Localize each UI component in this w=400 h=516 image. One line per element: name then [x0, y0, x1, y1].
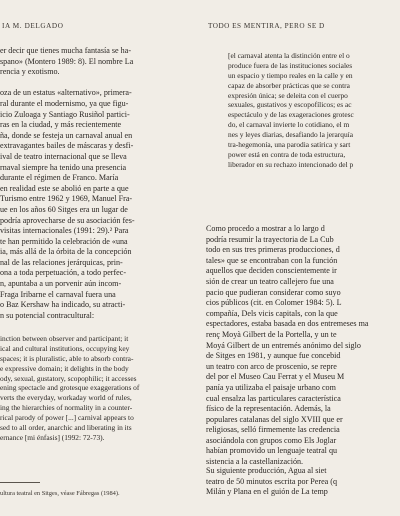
text-line: extravagantes bailes de máscaras y desfi-	[0, 141, 134, 151]
text-line: del por el Museo Cau Ferrat y el Museu M	[206, 372, 345, 382]
text-line: ernance [mi énfasis] (1992: 72-73).	[0, 432, 105, 442]
text-line: ia, más allá de la órbita de la concepción	[0, 247, 132, 257]
text-line: e expressive domain; it delights in the body	[0, 363, 129, 373]
text-line: ing the hierarchies of normality in a counter-	[0, 403, 133, 413]
text-line: Fraga Iribarne el carnaval fuera una	[0, 289, 116, 299]
text-line: podría aprovecharse de su asociación fes-	[0, 215, 135, 225]
text-line: populares catalanas del siglo XVIII que er	[206, 414, 343, 424]
text-line: liberador en su rechazo intencionado del p	[228, 159, 354, 169]
text-line: podría resumir la trayectoria de La Cub	[206, 234, 334, 244]
text-line: rical parody of power [...] carnival appears to	[0, 413, 134, 423]
text-line: capaz de absorber prácticas que se contra	[228, 80, 350, 90]
text-line: todo en sus tres primeras producciones, d	[206, 245, 340, 255]
text-line: te han permitido la celebración de «una	[0, 236, 128, 246]
text-line: un teatro con arco de proscenio, se repre	[206, 361, 337, 371]
text-line: en realidad este se abolió en parte a que	[0, 183, 129, 193]
text-line: sistencia a la castellanización.	[206, 457, 304, 467]
text-line: spaces; it is pluralistic, able to absorb contra-	[0, 353, 134, 363]
text-line: do, el carnaval invierte lo cotidiano, el m	[228, 120, 350, 130]
text-line: ical and cultural institutions, occupying key	[0, 343, 130, 353]
text-line: asociándola con grupos como Els Joglar	[206, 435, 337, 445]
text-line: espectáculo y de las exageraciones grotesc	[228, 110, 354, 120]
left-column-block-quote	[0, 334, 198, 443]
text-line: Como procedo a mostrar a lo largo d	[206, 224, 325, 233]
text-line: espectadores, estaba basada en dos entremeses ma	[206, 319, 369, 329]
text-line: ña, donde se festeja un carnaval anual en	[0, 130, 133, 140]
text-line: habían promovido un lenguaje teatral qu	[206, 446, 338, 456]
running-header-left: IA M. DELGADO	[2, 22, 64, 30]
text-line: ras en la ciudad, y más recientemente	[0, 120, 122, 130]
text-line: religiosas, selló firmemente las credencia	[206, 425, 340, 435]
text-line: Moyá Gilbert de un entremés anónimo del siglo	[206, 340, 361, 350]
text-line: n, apuntaba a un porvenir aún incom-	[0, 279, 122, 289]
footnote: ultura teatral en Sitges, véase Fábregas (1984).	[0, 490, 120, 497]
text-line: cual ensalza las particulares característica	[206, 393, 341, 403]
text-line: oza de un estatus «alternativo», primera-	[0, 88, 132, 98]
text-line: Milán y Plana en el guión de La temp	[206, 487, 328, 497]
text-line: tales» que se encontraban con la función	[206, 255, 338, 265]
right-column-body-continued	[206, 466, 400, 498]
text-line: o Baz Kershaw ha indicado, su atracti-	[0, 300, 126, 310]
text-line: n su potencial contracultural:	[0, 310, 95, 320]
text-line: icio Zuloaga y Santiago Rusiñol partici-	[0, 109, 130, 119]
text-line: power está en contra de toda estructura,	[228, 149, 346, 159]
text-line: panía ya utilizaba el paisaje urbano com	[206, 382, 336, 392]
text-line: [el carnaval atenta la distinción entre el o	[228, 51, 350, 60]
text-line: sexuales, gustativos y escopofílicos; es ac	[228, 100, 352, 110]
text-line: cios públicos (cit. en Colomer 1984: 5). L	[206, 298, 342, 308]
text-line: de Sitges en 1981, y aunque fue concebid	[206, 351, 341, 361]
text-line: un espacio y tiempo reales en la calle y en	[228, 70, 353, 80]
text-line: produce fuera de las instituciones sociales	[228, 60, 353, 70]
text-line: er decir que tienes mucha fantasía se ha-	[0, 46, 132, 55]
text-line	[0, 78, 198, 89]
text-line: ral durante el modernismo, ya que figu-	[0, 98, 129, 108]
text-line: spano» (Montero 1989: 8). El nombre La	[0, 56, 134, 66]
text-line: ening spectacle and grotesque exaggerations of	[0, 383, 140, 393]
text-line: tra-hegemonía, una parodia satírica y sart	[228, 140, 351, 150]
text-line: compañía, Dels vicis capitals, con la que	[206, 308, 338, 318]
text-line: durante el régimen de Franco. María	[0, 173, 119, 183]
text-line: visitas internacionales (1991: 29).² Para	[0, 226, 129, 236]
text-line: sión de crear un teatro callejero fue una	[206, 276, 334, 286]
footnote-rule	[0, 482, 40, 483]
text-line: nes y leyes diarias, desafiando la jerarquía	[228, 130, 353, 140]
text-line: ona a toda perpetuación, a todo perfec-	[0, 268, 127, 278]
text-line: expresión única; se deleita con el cuerpo	[228, 90, 348, 100]
right-column-block-quote	[228, 51, 400, 170]
text-line: teatro de 50 minutos escrita por Perea (q	[206, 476, 338, 486]
text-line: sed to all order, anarchic and liberating in its	[0, 423, 132, 433]
text-line: pacio que pudieran considerar como suyo	[206, 287, 341, 297]
text-line: rencia y exotismo.	[0, 67, 60, 77]
text-line: ody, sexual, gustatory, scopophilic; it accesses	[0, 373, 137, 383]
text-line: renç Moyà Gilbert de la Portella, y un te	[206, 329, 337, 339]
left-column-body	[0, 46, 198, 321]
text-line: Su siguiente producción, Agua al siet	[206, 466, 327, 475]
running-header-right: TODO ES MENTIRA, PERO SE D	[208, 22, 325, 30]
right-column-body	[206, 224, 400, 468]
text-line: rnaval siempre ha tenido una presencia	[0, 162, 127, 172]
text-line: Turismo entre 1962 y 1969, Manuel Fra-	[0, 194, 133, 204]
text-line: verts the everyday, workaday world of rules,	[0, 393, 132, 403]
text-line: inction between observer and participant; it	[0, 334, 129, 343]
text-line: ue en los años 60 Sitges era un lugar de	[0, 204, 128, 214]
text-line: ival de teatro internacional que se lleva	[0, 151, 127, 161]
text-line: aquellos que deciden conscientemente ir	[206, 266, 337, 276]
text-line: nal de las relaciones jerárquicas, prin-	[0, 257, 123, 267]
text-line: físico de la representación. Además, la	[206, 404, 331, 414]
